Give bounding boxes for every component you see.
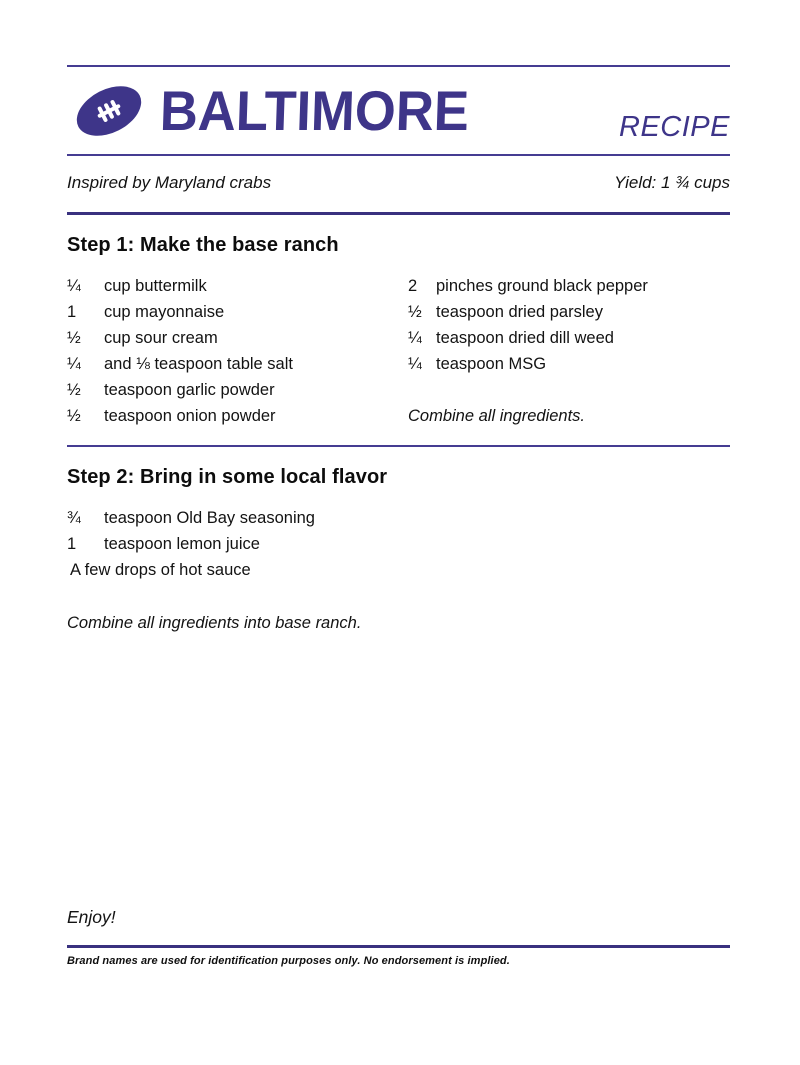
ingredient-row [67,505,730,531]
ingredient-row [67,557,730,583]
ingredient-row [67,299,408,325]
step-2-title: Step 2: Bring in some local flavor [67,466,388,488]
ingredient-amount: 1 [67,303,77,321]
footer-disclaimer: Brand names are used for identification purposes only. No endorsement is implied. [67,955,510,967]
ingredient-text: and ⅛ teaspoon table salt [104,355,293,373]
ingredient-amount: ½ [408,303,422,321]
ingredient-amount: ¼ [408,329,422,347]
ingredient-row [408,351,730,377]
ingredient-row [408,273,730,299]
step-1-note: Combine all ingredients. [408,407,586,425]
ingredient-row [408,299,730,325]
ingredient-text: teaspoon dried parsley [436,303,603,321]
ingredient-row [408,325,730,351]
header [67,67,730,154]
ingredient-text: pinches ground black pepper [436,277,648,295]
ingredient-text: teaspoon onion powder [104,407,276,425]
meta-row [67,156,730,212]
ingredient-text: teaspoon dried dill weed [436,329,614,347]
ingredient-amount: ½ [67,381,81,399]
yield-text: Yield: 1 ¾ cups [614,173,730,192]
ingredient-row [67,325,408,351]
step-2-ingredients [67,505,730,583]
closing-text: Enjoy! [67,907,116,927]
step-1-left-column [67,273,408,429]
ingredient-text: cup buttermilk [104,277,207,295]
ingredient-text: teaspoon MSG [436,355,547,373]
ingredient-text: teaspoon Old Bay seasoning [104,509,315,527]
step-divider [67,445,730,447]
step-1-ingredients [67,273,730,429]
ingredient-row [67,403,408,429]
ingredient-amount: ¼ [67,355,81,373]
ingredient-amount: 2 [408,277,418,295]
football-icon [67,75,151,147]
ingredient-text: teaspoon lemon juice [104,535,260,553]
brand-logo [67,75,489,147]
inspiration-text: Inspired by Maryland crabs [67,173,272,192]
step-2-note: Combine all ingredients into base ranch. [67,614,362,632]
ingredient-amount: ½ [67,407,81,425]
footer-divider [67,945,730,948]
meta-divider [67,212,730,215]
ingredient-amount: ½ [67,329,81,347]
step-1-section [67,234,730,429]
ingredient-text: cup mayonnaise [104,303,225,321]
recipe-page [0,65,800,967]
ingredient-row [67,273,408,299]
ingredient-text: A few drops of hot sauce [70,561,251,579]
brand-wordmark: BALTIMORE [158,78,471,142]
step-1-right-column [408,273,730,429]
step-1-title: Step 1: Make the base ranch [67,234,339,256]
doc-type-label: RECIPE [619,111,730,143]
ingredient-amount: ¼ [408,355,422,373]
ingredient-row [67,531,730,557]
ingredient-amount: ¾ [67,509,81,527]
ingredient-text: cup sour cream [104,329,218,347]
ingredient-amount: ¼ [67,277,81,295]
ingredient-row [67,377,408,403]
ingredient-amount: 1 [67,535,77,553]
step-2-section [67,466,730,636]
ingredient-row [67,351,408,377]
ingredient-text: teaspoon garlic powder [104,381,275,399]
